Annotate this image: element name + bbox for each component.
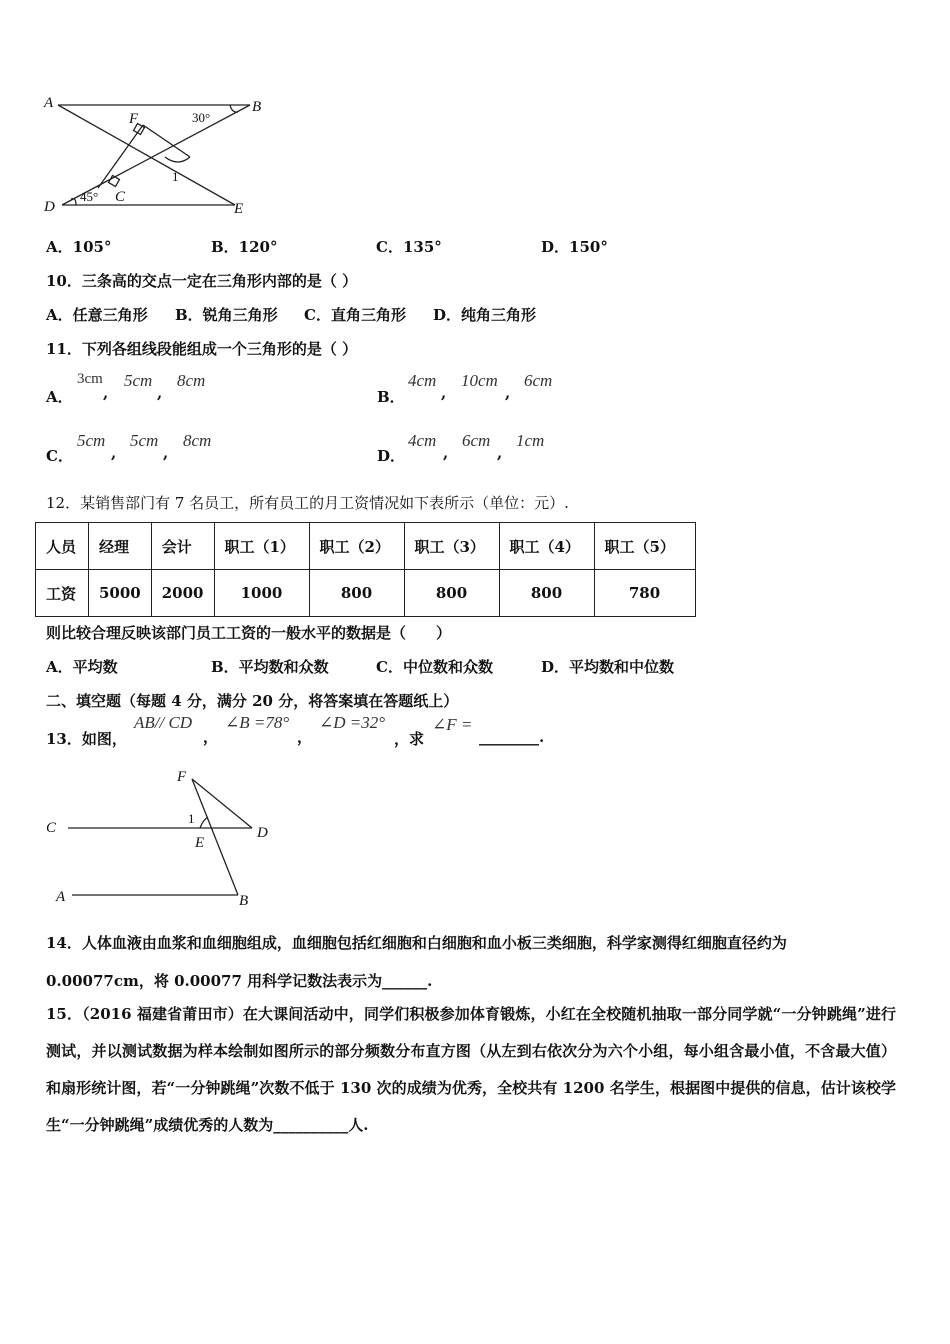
q14-line2: 0.00077cm，将 0.00077 用科学记数法表示为______.: [46, 972, 433, 990]
fig1-label-f: F: [129, 111, 139, 127]
q13-comma2: ，: [297, 728, 313, 746]
table-header-cell: 职工（1）: [214, 523, 309, 570]
q10-option-a[interactable]: A．任意三角形: [46, 306, 148, 324]
table-cell: 800: [499, 570, 594, 617]
q11-d-letter: D．: [377, 447, 406, 465]
q11-b-seg3: 6cm: [524, 371, 553, 390]
q11-a-seg1: 3cm: [77, 371, 103, 387]
fig2-label-d: D: [257, 825, 268, 841]
fig1-label-d: D: [44, 199, 55, 215]
q10-stem: 10．三条高的交点一定在三角形内部的是（ ）: [46, 272, 358, 290]
table-cell: 工资: [36, 570, 89, 617]
fig1-label-e: E: [234, 201, 244, 217]
q11-c-comma2: ,: [163, 444, 169, 462]
q9-option-c[interactable]: C．135°: [376, 238, 442, 256]
q13-comma1: ，: [203, 728, 219, 746]
table-header-cell: 职工（4）: [499, 523, 594, 570]
q11-stem: 11．下列各组线段能组成一个三角形的是（ ）: [46, 340, 358, 358]
table-cell: 2000: [151, 570, 214, 617]
q9-option-d[interactable]: D．150°: [541, 238, 608, 256]
fig1-label-a: A: [44, 95, 54, 111]
fig1-label-b: B: [252, 99, 262, 115]
q11-a-seg3: 8cm: [177, 371, 206, 390]
q11-d-seg1: 4cm: [408, 431, 437, 450]
q12-option-c[interactable]: C．中位数和众数: [376, 658, 493, 676]
q14-line1: 14．人体血液由血浆和血细胞组成，血细胞包括红细胞和白细胞和血小板三类细胞，科学家测得红细胞直径约为: [46, 934, 787, 952]
table-header-cell: 职工（3）: [404, 523, 499, 570]
q11-a-comma1: ,: [103, 384, 109, 402]
fig2-label-a: A: [56, 889, 66, 905]
fig2-label-1: 1: [188, 811, 195, 826]
table-header-cell: 经理: [89, 523, 152, 570]
q13-math-angle-b: ∠B =78°: [225, 713, 290, 732]
fig2-label-b: B: [239, 893, 249, 909]
q9-option-a[interactable]: A．105°: [46, 238, 112, 256]
table-cell: 1000: [214, 570, 309, 617]
q11-b-comma1: ,: [441, 384, 447, 402]
q11-d-comma2: ,: [497, 444, 503, 462]
q13-math-angle-f: ∠F =: [432, 715, 473, 734]
fig2-label-e: E: [195, 835, 205, 851]
q13-answer-blank[interactable]: ________.: [479, 728, 545, 746]
figure-triangle-diagram: [40, 95, 280, 220]
q11-c-seg2: 5cm: [130, 431, 159, 450]
q11-c-comma1: ,: [111, 444, 117, 462]
q13-math-parallel: AB// CD: [134, 713, 193, 732]
q12-option-d[interactable]: D．平均数和中位数: [541, 658, 675, 676]
table-cell: 5000: [89, 570, 152, 617]
table-cell: 800: [404, 570, 499, 617]
section-title-fill-in: 二、填空题（每题 4 分，满分 20 分，将答案填在答题纸上）: [46, 692, 459, 710]
q11-c-seg1: 5cm: [77, 431, 106, 450]
q11-d-comma1: ,: [443, 444, 449, 462]
q12-option-a[interactable]: A．平均数: [46, 658, 118, 676]
q12-question: 则比较合理反映该部门员工工资的一般水平的数据是（ ）: [46, 624, 452, 642]
table-cell: 780: [594, 570, 695, 617]
q10-option-d[interactable]: D．纯角三角形: [433, 306, 537, 324]
q13-math-angle-d: ∠D =32°: [319, 713, 386, 732]
q11-b-letter: B．: [377, 388, 405, 406]
q9-option-b[interactable]: B．120°: [211, 238, 278, 256]
q10-option-c[interactable]: C．直角三角形: [304, 306, 406, 324]
q11-d-seg3: 1cm: [516, 431, 545, 450]
table-header-row: [36, 523, 696, 570]
table-header-cell: 职工（2）: [309, 523, 404, 570]
table-header-cell: 人员: [36, 523, 89, 570]
q11-a-comma2: ,: [157, 384, 163, 402]
q11-b-seg1: 4cm: [408, 371, 437, 390]
q12-option-b[interactable]: B．平均数和众数: [211, 658, 329, 676]
fig2-label-c: C: [46, 820, 57, 836]
q11-c-seg3: 8cm: [183, 431, 212, 450]
table-row: [36, 570, 696, 617]
q11-d-seg2: 6cm: [462, 431, 491, 450]
wage-table: [35, 522, 696, 617]
table-header-cell: 会计: [151, 523, 214, 570]
q15-text: 15．（2016 福建省莆田市）在大课间活动中，同学们积极参加体育锻炼，小红在全校随机抽取一部分同学就“一分钟跳绳”进行测试，并以测试数据为样本绘制如图所示的部分频数分布直方图（从左到右依次分为六个小组，每小组含最小值，不含最大值）和扇形统计图，若“一分钟跳绳”次数不低于 130 次的成绩为优秀，全校共有 1200 名学生，根据图中提供的信息，估计该校学生“一分钟跳绳”成绩优秀的人数为__________人.: [46, 1005, 896, 1134]
q11-a-letter: A．: [46, 388, 73, 406]
q10-option-b[interactable]: B．锐角三角形: [175, 306, 278, 324]
fig1-label-30: 30°: [192, 110, 211, 125]
q11-c-letter: C．: [46, 447, 73, 465]
fig1-label-45: 45°: [80, 189, 99, 204]
q12-stem: 12．某销售部门有 7 名员工，所有员工的月工资情况如下表所示（单位：元）.: [46, 494, 569, 512]
q11-b-seg2: 10cm: [461, 371, 498, 390]
fig1-label-c: C: [115, 189, 126, 205]
q13-ask: ，求: [394, 730, 425, 748]
fig1-label-1: 1: [172, 169, 179, 184]
q11-b-comma2: ,: [505, 384, 511, 402]
q11-a-seg2: 5cm: [124, 371, 153, 390]
table-header-cell: 职工（5）: [594, 523, 695, 570]
fig2-label-f: F: [177, 769, 187, 785]
figure-parallel-lines-diagram: [40, 765, 290, 910]
q13-prefix: 13．如图，: [46, 730, 127, 748]
table-cell: 800: [309, 570, 404, 617]
